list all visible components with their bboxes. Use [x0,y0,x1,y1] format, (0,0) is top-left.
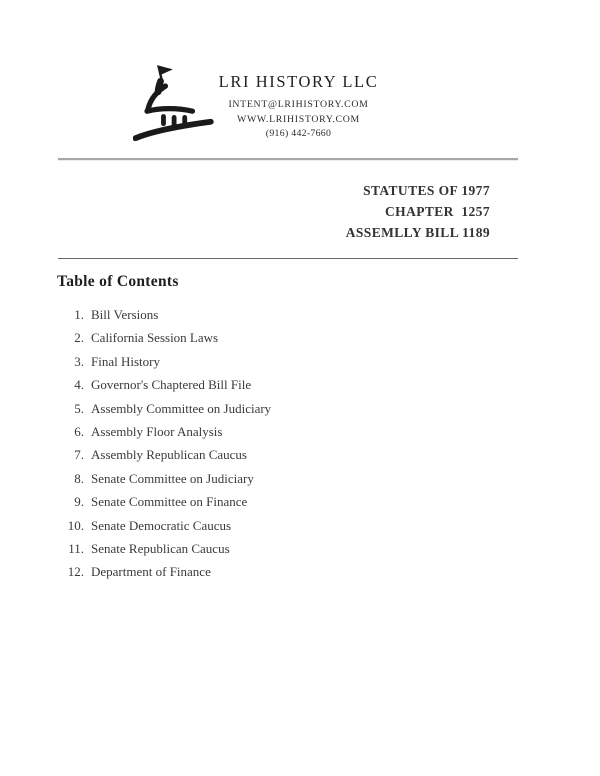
toc-item-number: 4. [74,377,84,393]
toc-list [0,307,520,588]
toc-item-number: 12. [67,564,84,580]
toc-item-label: Senate Republican Caucus [91,540,230,556]
company-name: LRI HISTORY LLC [218,72,379,91]
company-phone: (916) 442-7660 [265,128,332,139]
toc-item [0,401,520,417]
toc-item [0,471,520,487]
toc-item [0,354,520,370]
toc-item-label: Assembly Floor Analysis [91,423,223,439]
toc-item-number: 3. [74,353,84,369]
toc-item-label: Assembly Committee on Judiciary [91,400,272,416]
divider-top [58,158,518,160]
toc-item [0,377,520,393]
toc-item-number: 11. [68,540,84,556]
toc-item-label: Bill Versions [91,307,159,322]
toc-item [0,518,520,534]
toc-item-label: Department of Finance [91,564,211,580]
statute-reference-block [346,180,490,243]
toc-item-number: 10. [67,517,84,533]
toc-item-number: 8. [74,470,84,486]
letterhead [0,72,597,142]
toc-item [0,307,520,323]
toc-item-number: 2. [74,330,84,346]
company-email: INTENT@LRIHISTORY.COM [228,99,369,110]
toc-item-label: Governor's Chaptered Bill File [91,377,252,393]
toc-item [0,494,520,510]
chapter-line: CHAPTER 1257 [385,204,490,219]
toc-item-label: Assembly Republican Caucus [91,447,247,463]
toc-item-label: Senate Democratic Caucus [91,517,232,533]
toc-item-label: California Session Laws [91,330,219,346]
divider-bottom [58,258,518,259]
bill-line: ASSEMLLY BILL 1189 [345,225,490,240]
toc-item [0,564,520,580]
statutes-line: STATUTES OF 1977 [363,183,490,198]
toc-item-label: Senate Committee on Judiciary [91,470,254,486]
toc-item [0,541,520,557]
toc-item [0,330,520,346]
toc-item-number: 5. [74,400,84,416]
toc-item [0,424,520,440]
toc-item [0,447,520,463]
toc-item-label: Final History [91,353,160,369]
company-website: WWW.LRIHISTORY.COM [237,113,360,125]
toc-item-number: 9. [74,494,84,510]
toc-item-label: Senate Committee on Finance [91,494,248,510]
toc-item-number: 6. [74,423,84,439]
toc-item-number: 1. [74,307,84,322]
toc-item-number: 7. [74,447,84,463]
toc-title: Table of Contents [57,273,179,290]
